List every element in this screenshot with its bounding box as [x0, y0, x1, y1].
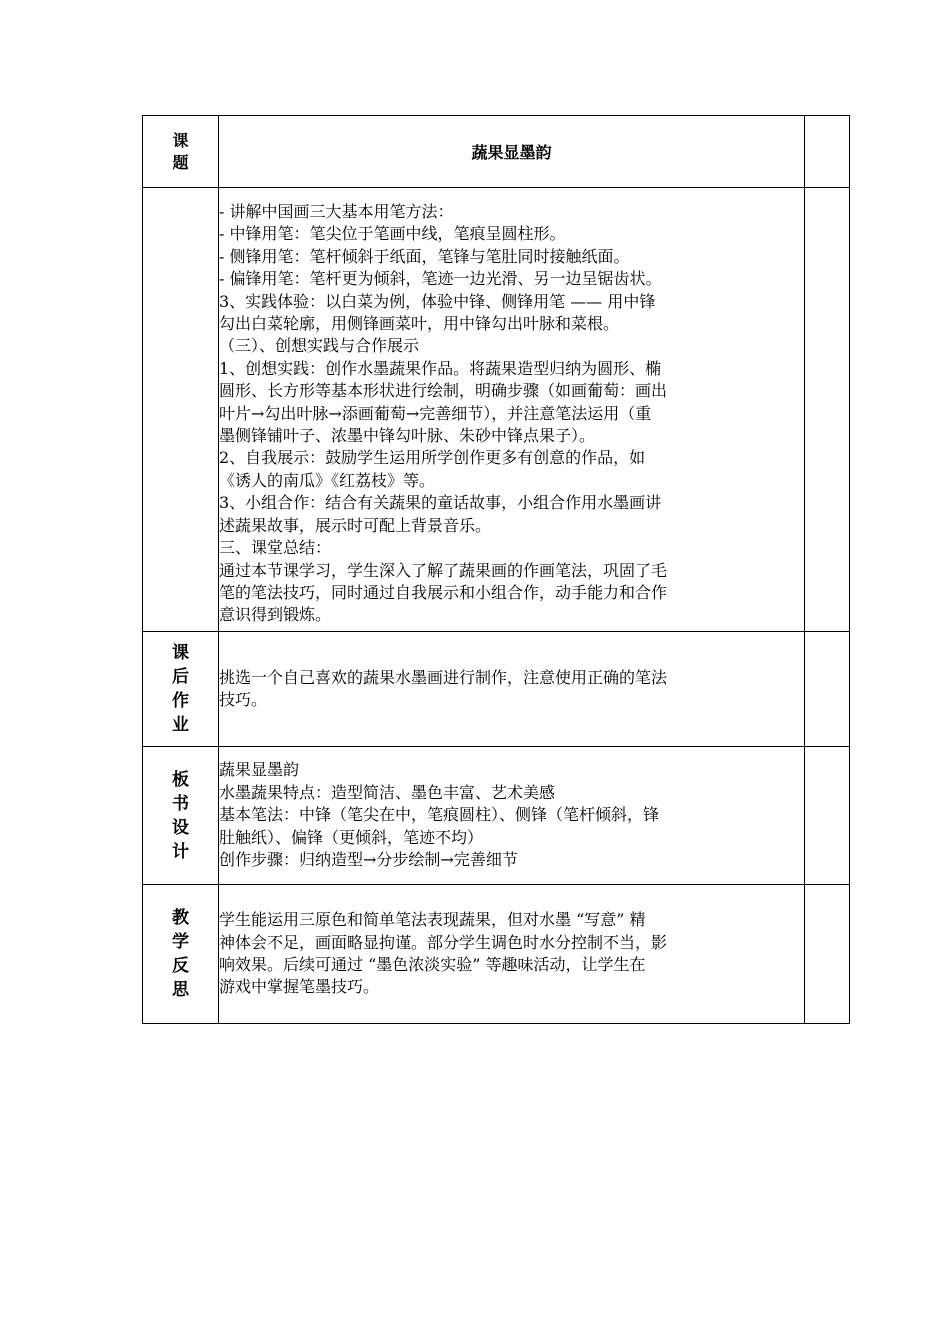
text-line: 3、小组合作：结合有关蔬果的童话故事，小组合作用水墨画讲 — [219, 493, 662, 513]
text-line: 笔的笔法技巧，同时通过自我展示和小组合作，动手能力和合作 — [219, 582, 668, 602]
topic-label — [143, 116, 219, 188]
lesson-title: 蔬果显墨韵 — [219, 116, 805, 188]
label-char: 后 — [172, 667, 189, 687]
label-char: 题 — [172, 152, 189, 172]
text-line: - 侧锋用笔：笔杆倾斜于纸面，笔锋与笔肚同时接触纸面。 — [219, 246, 630, 266]
text-line: 述蔬果故事，展示时可配上背景音乐。 — [219, 515, 492, 535]
text-line: - 偏锋用笔：笔杆更为倾斜，笔迹一边光滑、另一边呈锯齿状。 — [219, 269, 662, 289]
text-line: 基本笔法：中锋（笔尖在中，笔痕圆柱）、侧锋（笔杆倾斜，锋 — [219, 805, 660, 825]
text-line: 通过本节课学习，学生深入了解了蔬果画的作画笔法，巩固了毛 — [219, 560, 668, 580]
label-char: 课 — [172, 130, 189, 150]
process-label — [143, 188, 219, 632]
text-line: 2、自我展示：鼓励学生运用所学创作更多有创意的作品，如 — [219, 448, 646, 468]
label-char: 反 — [172, 956, 189, 976]
homework-label — [143, 632, 219, 747]
text-line: 圆形、长方形等基本形状进行绘制，明确步骤（如画葡萄：画出 — [219, 381, 668, 401]
process-content — [219, 188, 805, 632]
label-char: 课 — [172, 643, 189, 663]
text-line: 1、创想实践：创作水墨蔬果作品。将蔬果造型归纳为圆形、椭 — [219, 358, 662, 378]
homework-content — [219, 632, 805, 747]
label-char: 计 — [172, 841, 189, 862]
process-row — [143, 188, 850, 632]
label-char: 书 — [172, 793, 189, 814]
empty-cell — [805, 747, 850, 885]
board-label — [143, 747, 219, 885]
text-line: 游戏中掌握笔墨技巧。 — [219, 977, 380, 997]
reflection-label — [143, 885, 219, 1024]
text-line: 《诱人的南瓜》《红荔枝》等。 — [219, 470, 436, 490]
text-line: - 讲解中国画三大基本用笔方法： — [219, 202, 454, 221]
topic-row — [143, 116, 850, 188]
empty-cell — [805, 632, 850, 747]
reflection-row — [143, 885, 850, 1024]
text-line: 叶片→勾出叶脉→添画葡萄→完善细节），并注意笔法运用（重 — [219, 403, 652, 423]
text-line: 意识得到锻炼。 — [219, 605, 332, 625]
text-line: 技巧。 — [219, 690, 268, 709]
text-line: 三、课堂总结： — [219, 538, 332, 558]
empty-cell — [805, 885, 850, 1024]
reflection-content — [219, 885, 805, 1024]
label-char: 学 — [172, 932, 189, 952]
text-line: 3、实践体验：以白菜为例，体验中锋、侧锋用笔 —— 用中锋 — [219, 291, 656, 311]
homework-row — [143, 632, 850, 747]
text-line: 墨侧锋铺叶子、浓墨中锋勾叶脉、朱砂中锋点果子）。 — [219, 426, 596, 446]
text-line: 挑选一个自己喜欢的蔬果水墨画进行制作，注意使用正确的笔法 — [219, 667, 668, 687]
label-char: 设 — [172, 817, 189, 838]
label-char: 板 — [172, 769, 189, 790]
lesson-plan-table — [142, 115, 850, 1024]
text-line: 蔬果显墨韵 — [219, 760, 300, 780]
empty-cell — [805, 116, 850, 188]
text-line: 神体会不足，画面略显拘谨。部分学生调色时水分控制不当，影 — [219, 932, 668, 952]
text-line: （三）、创想实践与合作展示 — [219, 336, 420, 356]
text-line: 创作步骤：归纳造型→分步绘制→完善细节 — [219, 850, 518, 870]
text-line: 响效果。后续可通过 “墨色浓淡实验” 等趣味活动，让学生在 — [219, 955, 646, 974]
text-line: - 中锋用笔：笔尖位于笔画中线，笔痕呈圆柱形。 — [219, 224, 566, 244]
text-line: 肚触纸）、偏锋（更倾斜，笔迹不均） — [219, 827, 484, 847]
text-line: 勾出白菜轮廓，用侧锋画菜叶，用中锋勾出叶脉和菜根。 — [219, 314, 620, 334]
empty-cell — [805, 188, 850, 632]
label-char: 教 — [172, 908, 189, 928]
board-content — [219, 747, 805, 885]
text-line: 水墨蔬果特点：造型简洁、墨色丰富、艺术美感 — [219, 782, 556, 802]
board-row — [143, 747, 850, 885]
label-char: 思 — [172, 980, 189, 1000]
text-line: 学生能运用三原色和简单笔法表现蔬果，但对水墨 “写意” 精 — [219, 910, 646, 930]
label-char: 业 — [172, 715, 189, 735]
label-char: 作 — [172, 691, 189, 711]
